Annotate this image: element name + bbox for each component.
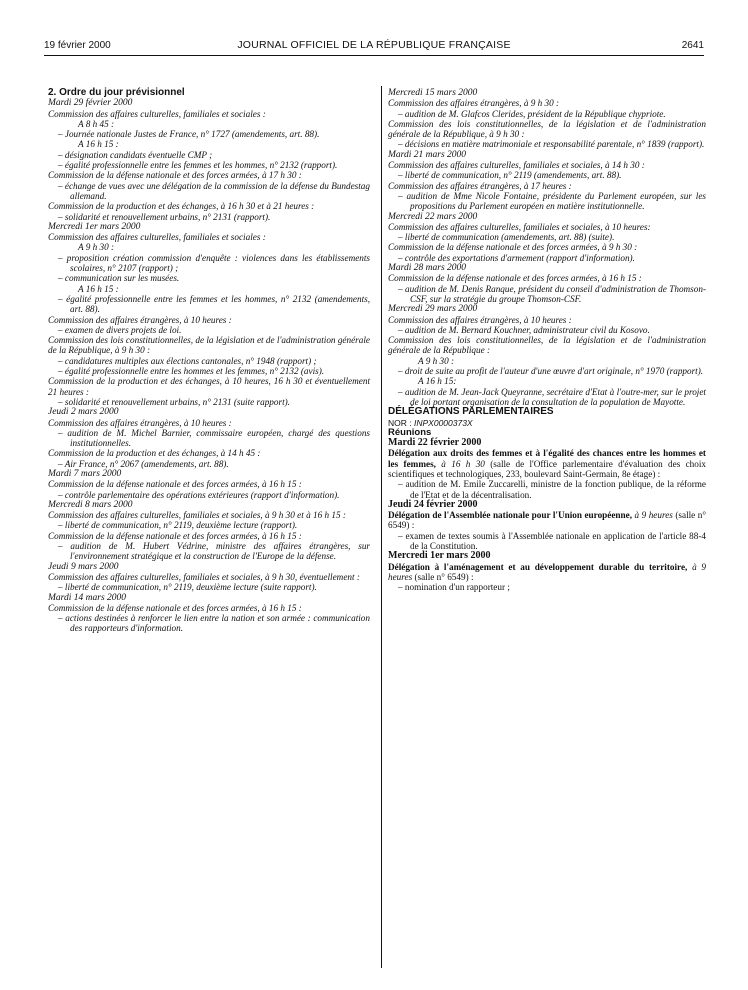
- time-line: A 9 h 30 :: [78, 242, 115, 253]
- meeting-day: Jeudi 24 février 2000: [388, 498, 478, 510]
- day-heading: Mercredi 22 mars 2000: [388, 211, 478, 222]
- header-date: 19 février 2000: [44, 40, 111, 51]
- agenda-item: – audition de Mme Nicole Fontaine, présidente du Parlement européen, sur les propositions du Parlement européen en matière institutionnelle.: [398, 190, 706, 212]
- agenda-item: – audition de M. Denis Ranque, président du conseil d'administration de Thomson-CSF, sur la stratégie du groupe Thomson-CSF.: [398, 283, 706, 304]
- page-header: [44, 38, 704, 54]
- reunions-heading: Réunions: [388, 426, 432, 438]
- agenda-item: – proposition création commission d'enquête : violences dans les établissements scolaires, n° 2107 (rapport) ;: [58, 252, 370, 274]
- commission-line: Commission des lois constitutionnelles, de la législation et de l'administration générale de la République, à 9 h 30 :: [388, 118, 706, 140]
- agenda-item: – liberté de communication, n° 2119, deuxième lecture (rapport).: [58, 520, 298, 531]
- day-heading: Jeudi 9 mars 2000: [48, 561, 119, 572]
- agenda-item: – droit de suite au profit de l'auteur d'une œuvre d'art originale, n° 1970 (rapport).: [398, 366, 704, 377]
- day-heading: Mercredi 8 mars 2000: [48, 499, 133, 510]
- agenda-item: – contrôle parlementaire des opérations extérieures (rapport d'information).: [58, 489, 340, 500]
- time-line: A 9 h 30 :: [418, 355, 455, 366]
- agenda-item: – candidatures multiples aux élections cantonales, n° 1948 (rapport) ;: [58, 355, 317, 366]
- column-divider: [381, 86, 382, 968]
- delegation-time: à 9 heures: [388, 561, 707, 582]
- agenda-item: – examen de textes soumis à l'Assemblée nationale en application de l'article 88-4 de la Constitution.: [398, 530, 706, 552]
- commission-line: Commission des affaires culturelles, familiales et sociales, à 9 h 30 et à 16 h 15 :: [48, 510, 346, 521]
- delegation-time: à 16 h 30: [441, 458, 485, 469]
- right-column: [388, 88, 706, 593]
- delegation-name: Délégation de l'Assemblée nationale pour l'Union européenne,: [388, 510, 633, 521]
- left-column: [48, 88, 370, 634]
- delegation-place: (salle n° 6549) :: [414, 571, 474, 582]
- agenda-item: – audition de M. Bernard Kouchner, administrateur civil du Kosovo.: [398, 324, 650, 335]
- agenda-item: – audition de M. Michel Barnier, commissaire européen, chargé des questions institutionnelles.: [58, 427, 370, 449]
- section-title: 2. Ordre du jour prévisionnel: [48, 87, 185, 98]
- agenda-item: – désignation candidats éventuelle CMP ;: [58, 149, 213, 160]
- agenda-item: – liberté de communication, n° 2119 (amendements, art. 88).: [398, 170, 622, 181]
- agenda-item: – Air France, n° 2067 (amendements, art. 88).: [58, 458, 229, 469]
- agenda-item: – communication sur les musées.: [58, 273, 180, 284]
- agenda-item: – liberté de communication (amendements, art. 88) (suite).: [398, 232, 615, 243]
- commission-line: Commission de la défense nationale et des forces armées, à 16 h 15 :: [48, 602, 302, 613]
- day-heading: Mardi 28 mars 2000: [388, 263, 467, 274]
- agenda-item: – Journée nationale Justes de France, n° 1727 (amendements, art. 88).: [58, 129, 320, 140]
- delegations-title: DÉLÉGATIONS PARLEMENTAIRES: [388, 406, 554, 418]
- agenda-item: – décisions en matière matrimoniale et responsabilité parentale, n° 1839 (rapport).: [398, 139, 705, 150]
- agenda-item: – solidarité et renouvellement urbains, n° 2131 (suite rapport).: [58, 396, 290, 407]
- commission-line: Commission des lois constitutionnelles, de la législation et de l'administration générale de la République, à 9 h 30 :: [48, 335, 370, 356]
- agenda-item: – audition de M. Jean-Jack Queyranne, secrétaire d'Etat à l'outre-mer, sur le projet de loi portant organisation de la consultation de la population de Mayotte.: [398, 386, 706, 407]
- commission-line: Commission de la défense nationale et des forces armées, à 16 h 15 :: [388, 273, 642, 284]
- day-heading: Mardi 29 février 2000: [48, 98, 133, 109]
- commission-line: Commission de la production et des échanges, à 14 h 45 :: [48, 448, 261, 459]
- day-heading: Mercredi 15 mars 2000: [388, 88, 478, 98]
- delegation-name: Délégation à l'aménagement et au développement durable du territoire,: [388, 561, 688, 572]
- agenda-item: – audition de M. Emile Zuccarelli, ministre de la fonction publique, de la réforme de l'Etat et de la décentralisation.: [398, 479, 706, 500]
- nor-code: INPX0000373X: [414, 417, 473, 428]
- commission-line: Commission des affaires étrangères, à 10 heures :: [388, 314, 572, 325]
- delegation-entry: [388, 562, 706, 583]
- commission-line: Commission de la défense nationale et des forces armées, à 9 h 30 :: [388, 242, 638, 253]
- commission-line: Commission des affaires étrangères, à 10 heures :: [48, 417, 232, 428]
- agenda-item: – égalité professionnelle entre les femmes et les hommes, n° 2132 (amendements, art. 88).: [58, 293, 370, 315]
- commission-line: Commission de la production et des échanges, à 16 h 30 et à 21 heures :: [48, 201, 315, 212]
- agenda-item: – liberté de communication, n° 2119, deuxième lecture (suite rapport).: [58, 582, 317, 593]
- commission-line: Commission de la défense nationale et des forces armées, à 16 h 15 :: [48, 530, 302, 541]
- agenda-item: – échange de vues avec une délégation de la commission de la défense du Bundestag allemand.: [58, 180, 370, 201]
- commission-line: Commission des affaires culturelles, familiales et sociales :: [48, 232, 266, 243]
- delegation-time: à 9 heures: [634, 510, 673, 521]
- day-heading: Mercredi 1er mars 2000: [48, 221, 141, 232]
- day-heading: Mardi 21 mars 2000: [388, 149, 467, 160]
- time-line: A 16 h 15 :: [78, 283, 119, 294]
- day-heading: Mercredi 29 mars 2000: [388, 304, 478, 315]
- delegation-entry: [388, 510, 706, 531]
- header-rule: [44, 55, 704, 56]
- agenda-item: – égalité professionnelle entre les hommes et les femmes, n° 2132 (avis).: [58, 366, 325, 377]
- time-line: A 16 h 15 :: [78, 139, 119, 150]
- agenda-item: – audition de M. Glafcos Clerides, président de la République chypriote.: [398, 108, 666, 119]
- nor-reference: [388, 418, 706, 428]
- meeting-day: Mercredi 1er mars 2000: [388, 550, 491, 562]
- day-heading: Mardi 7 mars 2000: [48, 468, 122, 479]
- agenda-item: – égalité professionnelle entre les femmes et les hommes, n° 2132 (rapport).: [58, 160, 338, 171]
- commission-line: Commission des affaires culturelles, familiales et sociales, à 9 h 30, éventuellement :: [48, 571, 360, 582]
- commission-line: Commission de la défense nationale et des forces armées, à 16 h 15 :: [48, 479, 302, 490]
- delegation-place: (salle de l'Office parlementaire d'évaluation des choix scientifiques et technologiques, 233, boulevard Saint-Germain, 8e étage) :: [388, 458, 707, 479]
- delegation-entry: [388, 448, 706, 479]
- agenda-item: – contrôle des exportations d'armement (rapport d'information).: [398, 252, 635, 263]
- commission-line: Commission des lois constitutionnelles, de la législation et de l'administration générale de la République :: [388, 335, 706, 356]
- day-heading: Jeudi 2 mars 2000: [48, 407, 119, 418]
- page-number: 2641: [681, 40, 704, 51]
- meeting-day: Mardi 22 février 2000: [388, 437, 482, 449]
- delegation-name: Délégation aux droits des femmes et à l'égalité des chances entre les hommes et les femmes,: [388, 448, 706, 469]
- commission-line: Commission des affaires étrangères, à 17 heures :: [388, 180, 572, 191]
- commission-line: Commission des affaires culturelles, familiales et sociales :: [48, 108, 266, 119]
- nor-label: NOR :: [388, 417, 412, 428]
- agenda-item: – nomination d'un rapporteur ;: [398, 582, 510, 593]
- day-heading: Mardi 14 mars 2000: [48, 592, 127, 603]
- time-line: A 16 h 15:: [418, 376, 457, 387]
- header-title: JOURNAL OFFICIEL DE LA RÉPUBLIQUE FRANÇAISE: [237, 39, 511, 51]
- time-line: A 8 h 45 :: [78, 118, 115, 129]
- delegation-place: (salle n° 6549) :: [388, 510, 707, 531]
- commission-line: Commission des affaires culturelles, familiales et sociales, à 10 heures:: [388, 221, 651, 232]
- commission-line: Commission des affaires étrangères, à 10 heures :: [48, 314, 232, 325]
- commission-line: Commission des affaires culturelles, familiales et sociales, à 14 h 30 :: [388, 160, 645, 171]
- commission-line: Commission de la production et des échanges, à 10 heures, 16 h 30 et éventuellement 21 heures :: [48, 376, 370, 397]
- agenda-item: – solidarité et renouvellement urbains, n° 2131 (rapport).: [58, 211, 271, 222]
- agenda-item: – actions destinées à renforcer le lien entre la nation et son armée : communication des rapporteurs d'information.: [58, 613, 370, 634]
- commission-line: Commission de la défense nationale et des forces armées, à 17 h 30 :: [48, 170, 302, 181]
- agenda-item: – examen de divers projets de loi.: [58, 324, 182, 335]
- agenda-item: – audition de M. Hubert Védrine, ministre des affaires étrangères, sur l'environnement stratégique et la construction de l'Europe de la défense.: [58, 541, 370, 562]
- commission-line: Commission des affaires étrangères, à 9 h 30 :: [388, 98, 560, 109]
